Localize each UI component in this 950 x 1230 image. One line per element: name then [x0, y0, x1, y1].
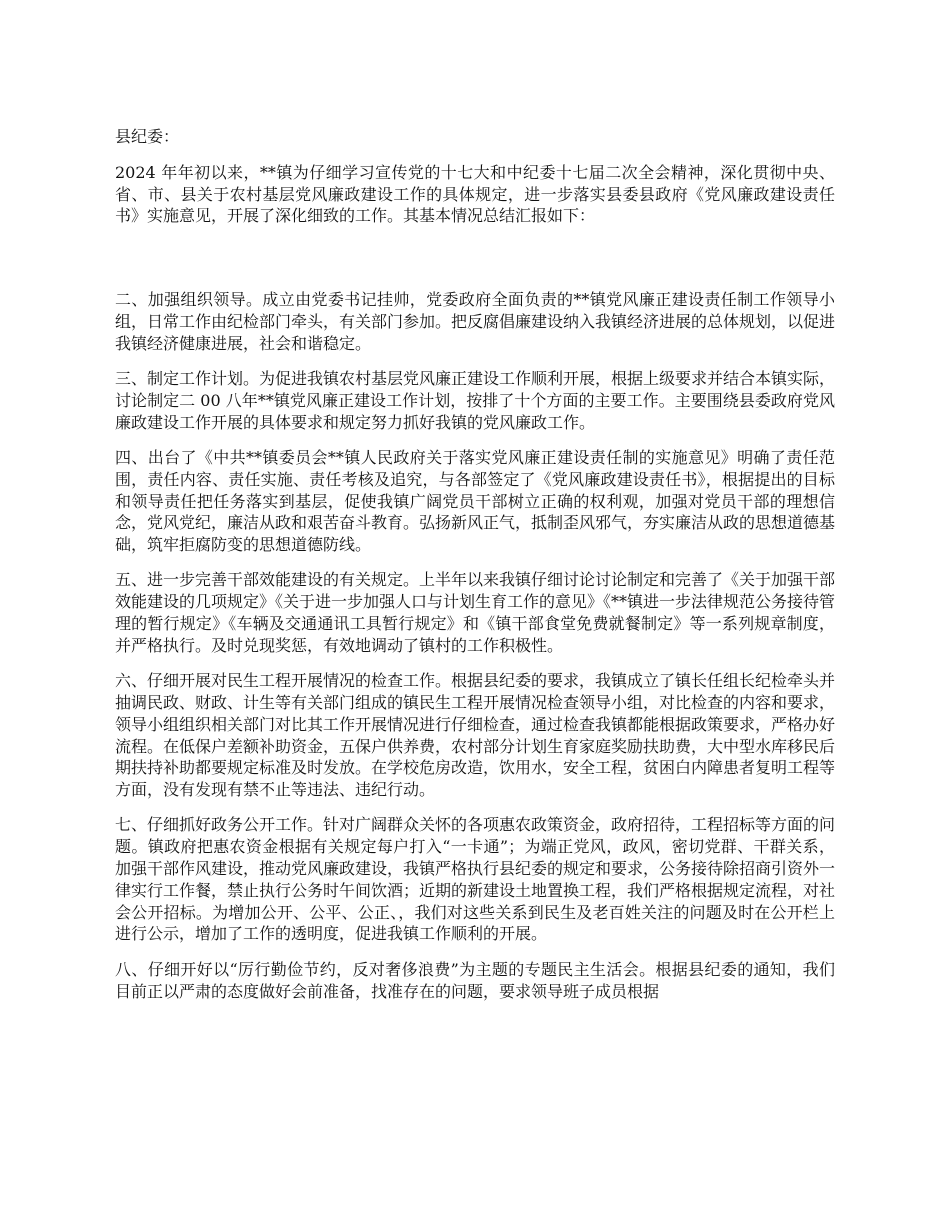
- document-page: [115, 126, 835, 1016]
- paragraph-5: 五、进一步完善干部效能建设的有关规定。上半年以来我镇仔细讨论讨论制定和完善了《关于加强干部效能建设的几项规定》《关于进一步加强人口与计划生育工作的意见》《**镇进一步法律规范公务接待管理的暂行规定》《车辆及交通通讯工具暂行规定》和《镇干部食堂免费就餐制定》等一系列规章制度，并严格执行。及时兑现奖惩，有效地调动了镇村的工作积极性。: [115, 570, 836, 655]
- paragraph-8: 八、仔细开好以“厉行勤俭节约，反对奢侈浪费”为主题的专题民主生活会。根据县纪委的通知，我们目前正以严肃的态度做好会前准备，找准存在的问题，要求领导班子成员根据: [115, 959, 835, 1001]
- intro-paragraph: 2024 年年初以来，**镇为仔细学习宣传党的十七大和中纪委十七届二次全会精神，深化贯彻中央、省、市、县关于农村基层党风廉政建设工作的具体规定，进一步落实县委县政府《党风廉政建设责任书》实施意见，开展了深化细致的工作。其基本情况总结汇报如下：: [115, 162, 835, 226]
- salutation: 县纪委：: [115, 127, 180, 146]
- paragraph-7: 七、仔细抓好政务公开工作。针对广阔群众关怀的各项惠农政策资金，政府招待，工程招标等方面的问题。镇政府把惠农资金根据有关规定每户打入“一卡通”；为端正党风，政风，密切党群、干群关系，加强干部作风建设，推动党风廉政建设，我镇严格执行县纪委的规定和要求，公务接待除招商引资外一律实行工作餐，禁止执行公务时午间饮酒；近期的新建设土地置换工程，我们严格根据规定流程，对社会公开招标。为增加公开、公平、公正、，我们对这些关系到民生及老百姓关注的问题及时在公开栏上进行公示，增加了工作的透明度，促进我镇工作顺利的开展。: [115, 815, 836, 944]
- paragraph-2: 二、加强组织领导。成立由党委书记挂帅，党委政府全面负责的**镇党风廉正建设责任制工作领导小组，日常工作由纪检部门牵头，有关部门参加。把反腐倡廉建设纳入我镇经济进展的总体规划，以促进我镇经济健康进展，社会和谐稳定。: [115, 290, 836, 353]
- paragraph-6: 六、仔细开展对民生工程开展情况的检查工作。根据县纪委的要求，我镇成立了镇长任组长纪检牵头并抽调民政、财政、计生等有关部门组成的镇民生工程开展情况检查领导小组，对比检查的内容和要求，领导小组组织相关部门对比其工作开展情况进行仔细检查，通过检查我镇都能根据政策要求，严格办好流程。在低保户差额补助资金，五保户供养费，农村部分计划生育家庭奖励扶助费，大中型水库移民后期扶持补助都要规定标准及时发放。在学校危房改造，饮用水，安全工程，贫困白内障患者复明工程等方面，没有发现有禁不止等违法、违纪行动。: [115, 671, 836, 800]
- paragraph-4: 四、出台了《中共**镇委员会**镇人民政府关于落实党风廉正建设责任制的实施意见》明确了责任范围，责任内容、责任实施、责任考核及追究，与各部签定了《党风廉政建设责任书》，根据提出的目标和领导责任把任务落实到基层，促使我镇广阔党员干部树立正确的权利观，加强对党员干部的理想信念，党风党纪，廉洁从政和艰苦奋斗教育。弘扬新风正气，抵制歪风邪气，夯实廉洁从政的思想道德基础，筑牢拒腐防变的思想道德防线。: [115, 447, 836, 555]
- paragraph-3: 三、制定工作计划。为促进我镇农村基层党风廉正建设工作顺利开展，根据上级要求并结合本镇实际，讨论制定二 00 八年**镇党风廉正建设工作计划，按排了十个方面的主要工作。主要围绕县委政府党风廉政建设工作开展的具体要求和规定努力抓好我镇的党风廉政工作。: [115, 369, 836, 432]
